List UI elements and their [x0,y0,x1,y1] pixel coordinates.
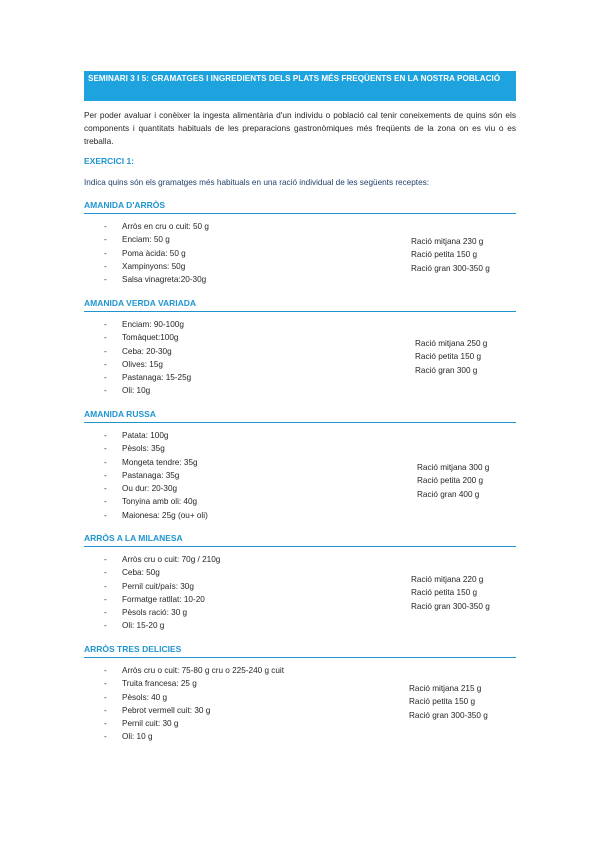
ration-sizes [409,682,488,722]
recipe-title: AMANIDA RUSSA [84,409,516,423]
ration-small: Ració petita 150 g [415,352,481,362]
list-item: - Pèsols: 35g [104,444,165,454]
list-item: - Arròs en cru o cuit: 50 g [104,222,209,231]
exercise-title: EXERCICI 1: [84,156,135,166]
list-item: - Xampinyons: 50g [104,261,186,271]
list-item: - Salsa vinagreta:20-30g [104,275,207,285]
ration-medium: Ració mitjana 230 g [411,237,484,246]
ration-large: Ració gran 300-350 g [411,263,490,273]
list-item: - Formatge ratllat: 10-20 [104,594,205,604]
list-item: - Mongeta tendre: 35g [104,457,198,467]
list-item: - Oli: 10g [104,386,151,396]
list-item: - Ceba: 50g [104,568,160,578]
list-item: - Tomàquet:100g [104,333,179,343]
ration-sizes [411,573,490,613]
recipe-section-amanida-arros [84,200,516,286]
exercise-instruction: Indica quins són els gramatges més habituals en una ració individual de les següents receptes: [84,178,429,187]
list-item: - Pebrot vermell cuit: 30 g [104,705,211,715]
ration-medium: Ració mitjana 300 g [417,463,490,472]
ration-sizes [415,337,487,377]
ration-large: Ració gran 300-350 g [409,710,488,720]
list-item: - Ceba: 20-30g [104,346,172,356]
ration-small: Ració petita 150 g [411,588,477,598]
ration-small: Ració petita 150 g [409,697,475,707]
seminar-title: SEMINARI 3 I 5: GRAMATGES I INGREDIENTS DELS PLATS MÉS FREQÜENTS EN LA NOSTRA POBLACIÓ [88,74,501,83]
list-item: - Enciam: 50 g [104,235,170,245]
ration-large: Ració gran 300-350 g [411,601,490,611]
list-item: - Pastanaga: 35g [104,470,180,480]
ration-medium: Ració mitjana 250 g [415,339,488,348]
list-item: - Ou dur: 20-30g [104,484,178,494]
list-item: - Maionesa: 25g (ou+ oli) [104,510,208,520]
list-item: - Olives: 15g [104,359,163,369]
list-item: - Pèsols: 40 g [104,692,168,702]
ration-medium: Ració mitjana 220 g [411,575,484,584]
list-item: - Poma àcida: 50 g [104,248,186,258]
ration-sizes [417,461,489,501]
recipe-section-arros-milanesa [84,533,516,633]
recipe-section-arros-tres-delicies [84,644,516,744]
ration-medium: Ració mitjana 215 g [409,684,482,693]
ration-small: Ració petita 150 g [411,250,477,260]
ration-large: Ració gran 400 g [417,489,480,499]
ration-small: Ració petita 200 g [417,476,483,486]
recipe-title: AMANIDA VERDA VARIADA [84,298,516,312]
list-item: - Patata: 100g [104,431,169,440]
list-item: - Pèsols ració: 30 g [104,608,188,618]
list-item: - Arròs cru o cuit: 70g / 210g [104,555,221,564]
list-item: - Arròs cru o cuit: 75-80 g cru o 225-240 g cuit [104,666,285,675]
ration-large: Ració gran 300 g [415,365,478,375]
list-item: - Oli: 10 g [104,732,153,742]
list-item: - Pernil cuit: 30 g [104,719,179,729]
list-item: - Tonyina amb oli: 40g [104,497,198,507]
list-item: - Pastanaga: 15-25g [104,373,192,383]
recipe-title: ARRÒS A LA MILANESA [84,533,516,547]
seminar-title-banner [84,71,516,101]
ration-sizes [411,235,490,275]
recipe-section-amanida-verda [84,298,516,398]
list-item: - Truita francesa: 25 g [104,679,197,689]
list-item: - Enciam: 90-100g [104,320,184,329]
list-item: - Oli: 15-20 g [104,621,165,631]
list-item: - Pernil cuit/país: 30g [104,581,194,591]
recipe-section-amanida-russa [84,409,516,522]
intro-paragraph: Per poder avaluar i conèixer la ingesta alimentària d'un individu o població cal tenir coneixements de quins són els components i quantitats habituals de les preparacions gastronòmiques més freqüents de la zona on es viu o es treballa. [84,110,516,147]
recipe-title: ARRÒS TRES DELICIES [84,644,516,658]
recipe-title: AMANIDA D'ARRÒS [84,200,516,214]
